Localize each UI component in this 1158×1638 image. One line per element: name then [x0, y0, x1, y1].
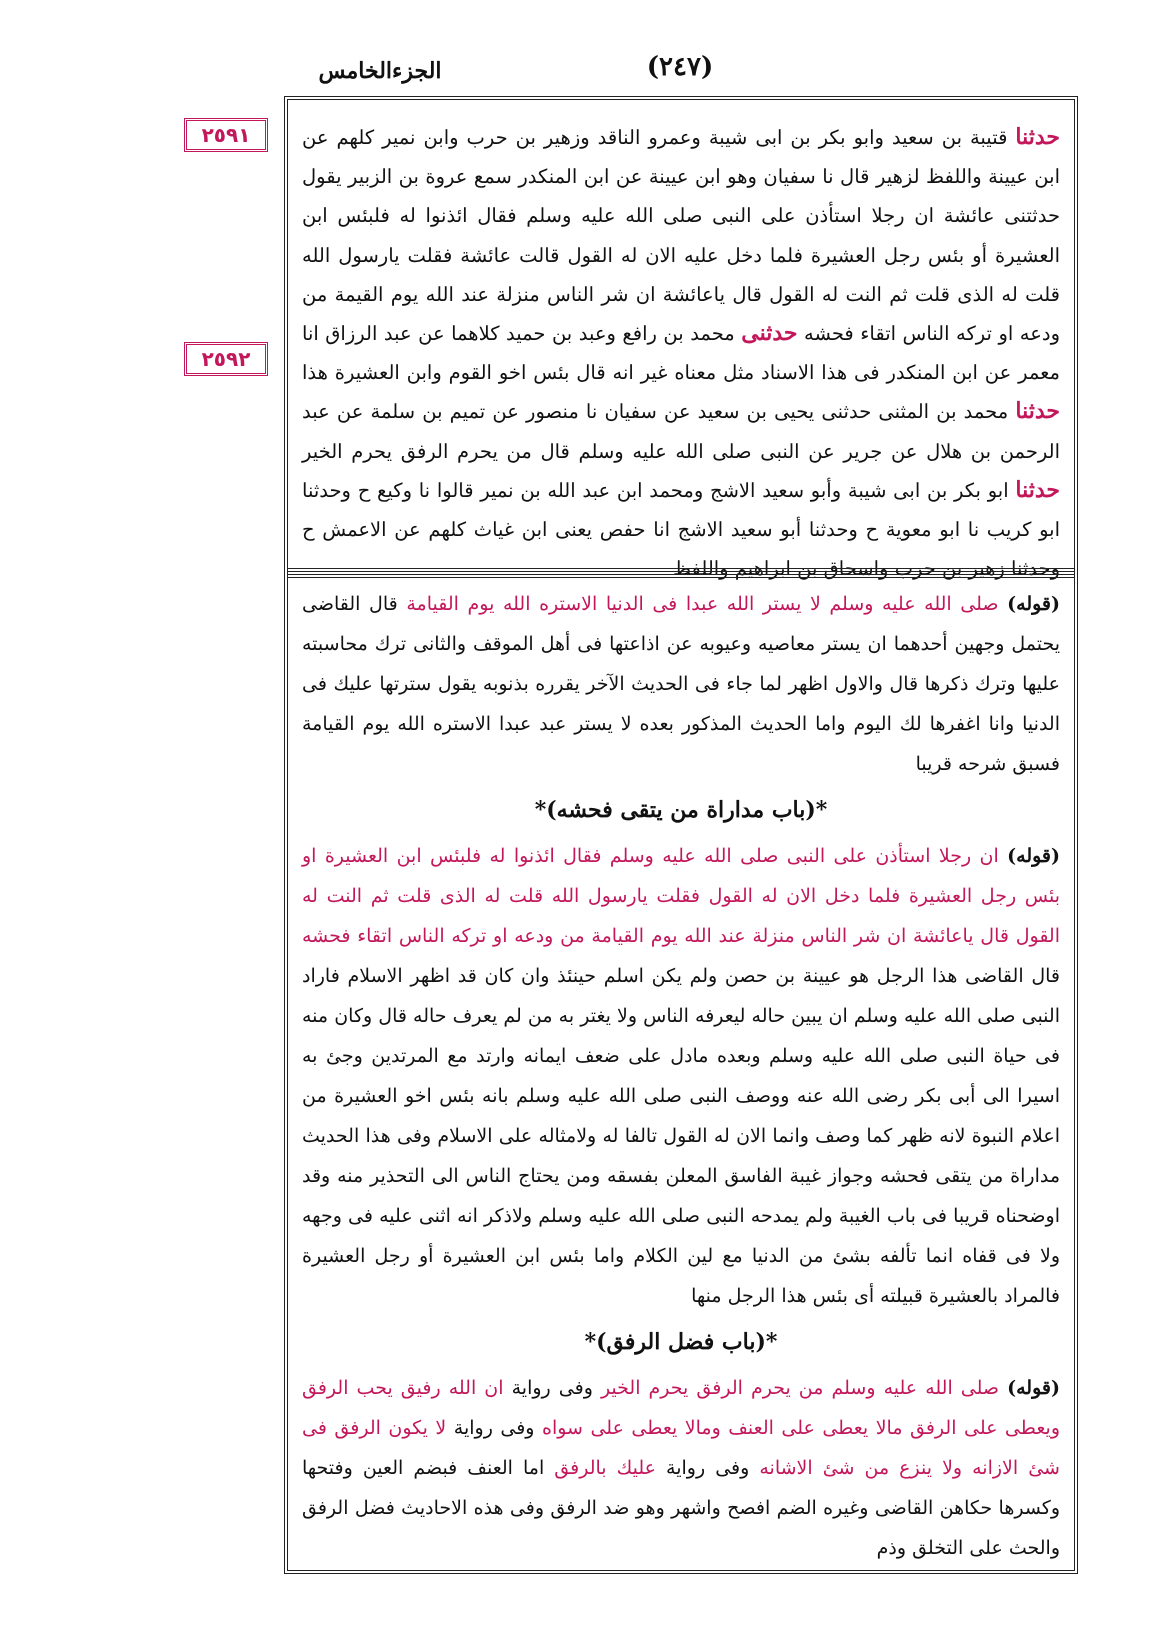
commentary-text: وفى رواية	[511, 1377, 593, 1399]
hadith-text: قتيبة بن سعيد وابو بكر بن ابى شيبة وعمرو الناقد وزهير بن حرب وابن نمير كلهم عن ابن عيينة واللفظ لزهير قال نا سفيان وهو ابن عيينة عن ابن المنكدر سمع عروة بن الزبير يقول حدثتنى عائشة ان رجلا استأذن على النبى صلى الله عليه وسلم فقال ائذنوا له فلبئس ابن العشيرة أو بئس رجل العشيرة فلما دخل عليه الان له القول قالت عائشة فقلت يارسول الله قلت له الذى قلت ثم النت له القول قال ياعائشة ان شر الناس منزلة عند الله يوم القيمة من ودعه او تركه الناس اتقاء فحشه	[302, 126, 1060, 346]
hadith-text: محمد بن المثنى حدثنى يحيى بن سعيد عن سفيان نا منصور عن تميم بن سلمة عن عبد الرحمن بن هلال عن جرير عن النبى صلى الله عليه وسلم قال من يحرم الرفق يحرم الخير	[302, 400, 1060, 463]
commentary-text: قال القاضى يحتمل وجهين أحدهما ان يستر معاصيه وعيوبه عن اذاعتها فى أهل الموقف والثانى ترك محاسبته عليها وترك ذكرها قال والاول اظهر لما جاء فى الحديث الآخر يقرره بذنوبه يقول سترتها عليك فى الدنيا وانا اغفرها لك اليوم واما الحديث المذكور بعده لا يستر عبد عبدا الاستره الله يوم القيامة فسبق شرحه قريبا	[302, 593, 1060, 775]
qawl-marker: (قوله)	[1007, 593, 1061, 615]
narration-label: حدثنا	[1015, 398, 1060, 425]
commentary-text: اما العنف فبضم العين وفتحها وكسرها حكاهن القاضى وغيره الضم افصح واشهر وهو ضد الرفق وفى هذه الاحاديث فضل الرفق والحث على التخلق وذم	[302, 1457, 1060, 1559]
hadith-text: ابو بكر بن ابى شيبة وأبو سعيد الاشج ومحمد ابن عبد الله بن نمير قالوا نا وكيع ح وحدثنا ابو كريب نا ابو معوية ح وحدثنا أبو سعيد الاشج انا حفص يعنى ابن غياث كلهم عن الاعمش ح وحدثنا زهير بن حرب واسحاق بن ابراهيم واللفظ	[302, 478, 1060, 581]
narration-label: حدثنى	[741, 320, 798, 347]
hadith-section	[302, 118, 1061, 581]
commentary-paragraph	[302, 836, 1060, 1316]
page-number: (٢٤٧)	[646, 52, 714, 82]
volume-title: الجزءالخامس	[318, 58, 442, 84]
commentary-section	[302, 584, 1060, 1560]
quoted-text: عليك بالرفق	[554, 1457, 656, 1479]
chapter-heading: *(باب فضل الرفق)*	[584, 1329, 778, 1355]
hadith-paragraph	[302, 118, 1060, 588]
chapter-heading: *(باب مداراة من يتقى فحشه)*	[534, 797, 828, 823]
narration-label: حدثنا	[1015, 476, 1061, 503]
hadith-number-badge: ٢٥٩١	[184, 118, 268, 152]
quoted-text: لا يكون الرفق فى شئ الازانه ولا ينزع من شئ الاشانه	[302, 1417, 1060, 1479]
commentary-text: وفى رواية	[666, 1457, 750, 1479]
commentary-paragraph	[302, 584, 1060, 784]
text-frame	[284, 96, 1078, 1574]
commentary-text: وفى رواية	[453, 1417, 535, 1439]
narration-label: حدثنا	[1015, 124, 1061, 150]
section-divider	[288, 568, 1074, 578]
hadith-text: محمد بن رافع وعبد بن حميد كلاهما عن عبد الرزاق انا معمر عن ابن المنكدر فى هذا الاسناد مثل معناه غير انه قال بئس اخو القوم وابن العشيرة هذا	[302, 322, 1060, 385]
quoted-text: ان رجلا استأذن على النبى صلى الله عليه وسلم فقال ائذنوا له فلبئس ابن العشيرة او بئس رجل العشيرة فلما دخل الان له القول فقلت يارسول الله قلت له الذى قلت ثم النت له القول قال ياعائشة ان شر الناس منزلة عند الله يوم القيامة من ودعه او تركه الناس اتقاء فحشه	[302, 845, 1060, 947]
qawl-marker: (قوله)	[1007, 1377, 1060, 1399]
qawl-marker: (قوله)	[1007, 845, 1060, 867]
hadith-number-badge: ٢٥٩٢	[184, 342, 268, 376]
commentary-paragraph	[302, 1368, 1060, 1568]
quoted-text: صلى الله عليه وسلم لا يستر الله عبدا فى الدنيا الاستره الله يوم القيامة	[406, 593, 999, 615]
quoted-text: صلى الله عليه وسلم من يحرم الرفق يحرم الخير	[600, 1377, 1000, 1399]
commentary-text: قال القاضى هذا الرجل هو عيينة بن حصن ولم يكن اسلم حينئذ وان كان قد اظهر الاسلام فاراد النبى صلى الله عليه وسلم ان يبين حاله ليعرفه الناس ولا يغتر به من لم يعرف حاله قال وكان منه فى حياة النبى صلى الله عليه وسلم وبعده مادل على ضعف ايمانه وارتد مع المرتدين وجئ به اسيرا الى أبى بكر رضى الله عنه ووصف النبى صلى الله عليه وسلم بانه بئس اخو العشيرة من اعلام النبوة لانه ظهر كما وصف وانما الان له القول تالفا له ولامثاله على الاسلام وفى هذا الحديث مداراة من يتقى فحشه وجواز غيبة الفاسق المعلن بفسقه ومن يحتاج الناس الى التحذير منه وقد اوضحناه قريبا فى باب الغيبة ولم يمدحه النبى صلى الله عليه وسلم ولاذكر انه اثنى عليه فى وجهه ولا فى قفاه انما تألفه بشئ من الدنيا مع لين الكلام واما بئس ابن العشيرة أو رجل العشيرة فالمراد بالعشيرة قبيلته أى بئس هذا الرجل منها	[302, 965, 1060, 1307]
quoted-text: ان الله رفيق يحب الرفق ويعطى على الرفق مالا يعطى على العنف ومالا يعطى على سواه	[302, 1377, 1060, 1439]
